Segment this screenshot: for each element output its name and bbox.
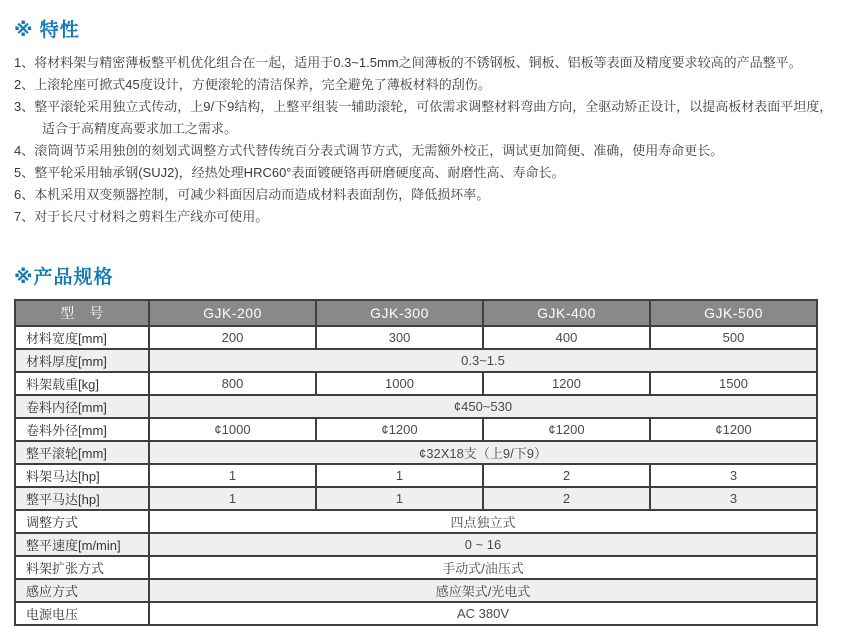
row-value: 1 <box>149 487 316 510</box>
row-value: ¢1200 <box>650 418 817 441</box>
table-row <box>15 579 817 602</box>
row-value: 400 <box>483 326 650 349</box>
row-label: 整平马达[hp] <box>15 487 149 510</box>
table-row <box>15 556 817 579</box>
feature-item: 2、上滚轮座可掀式45度设计，方便滚轮的清洁保养，完全避免了薄板材料的刮伤。 <box>14 77 491 92</box>
row-label: 整平速度[m/min] <box>15 533 149 556</box>
table-row <box>15 510 817 533</box>
row-label: 卷料内径[mm] <box>15 395 149 418</box>
row-span-value: 0.3~1.5 <box>149 349 817 372</box>
row-value: 1 <box>316 464 483 487</box>
table-row <box>15 441 817 464</box>
feature-item: 3、整平滚轮采用独立式传动，上9/下9结构，上整平组装一辅助滚轮，可依需求调整材料弯曲方向，全驱动矫正设计，以提高板材表面平坦度，适合于高精度高要求加工之需求。 <box>14 99 833 136</box>
row-value: 1 <box>316 487 483 510</box>
row-span-value: 感应架式/光电式 <box>149 579 817 602</box>
row-label: 调整方式 <box>15 510 149 533</box>
feature-item: 5、整平轮采用轴承钢(SUJ2)，经热处理HRC60°表面镀硬铬再研磨硬度高、耐磨性高、寿命长。 <box>14 165 565 180</box>
spec-table-header-model: GJK-200 <box>149 300 316 326</box>
row-value: ¢1200 <box>316 418 483 441</box>
row-value: ¢1000 <box>149 418 316 441</box>
table-row <box>15 464 817 487</box>
table-row <box>15 372 817 395</box>
row-value: 3 <box>650 464 817 487</box>
row-span-value: 四点独立式 <box>149 510 817 533</box>
row-label: 卷料外径[mm] <box>15 418 149 441</box>
feature-item: 7、对于长尺寸材料之剪料生产线亦可使用。 <box>14 209 269 224</box>
row-value: 2 <box>483 487 650 510</box>
features-list <box>14 52 844 228</box>
row-label: 料架马达[hp] <box>15 464 149 487</box>
spec-table-body <box>15 326 817 625</box>
row-value: 2 <box>483 464 650 487</box>
row-value: 1200 <box>483 372 650 395</box>
table-row <box>15 326 817 349</box>
table-row <box>15 349 817 372</box>
row-span-value: 0 ~ 16 <box>149 533 817 556</box>
table-row <box>15 487 817 510</box>
row-span-value: 手动式/油压式 <box>149 556 817 579</box>
row-value: 500 <box>650 326 817 349</box>
spec-table-header-model: GJK-400 <box>483 300 650 326</box>
features-section-title: ※ 特性 <box>14 20 80 41</box>
row-value: 1500 <box>650 372 817 395</box>
spec-table-header-label: 型 号 <box>15 300 149 326</box>
row-value: 800 <box>149 372 316 395</box>
table-row <box>15 533 817 556</box>
spec-table-header-model: GJK-300 <box>316 300 483 326</box>
feature-item: 4、滚筒调节采用独创的刻划式调整方式代替传统百分表式调节方式，无需额外校正，调试更加简便、准确，使用寿命更长。 <box>14 143 724 158</box>
row-span-value: ¢450~530 <box>149 395 817 418</box>
row-value: 3 <box>650 487 817 510</box>
feature-item: 1、将材料架与精密薄板整平机优化组合在一起，适用于0.3~1.5mm之间薄板的不锈钢板、铜板、铝板等表面及精度要求较高的产品整平。 <box>14 55 802 70</box>
row-label: 感应方式 <box>15 579 149 602</box>
table-row <box>15 602 817 625</box>
row-label: 材料厚度[mm] <box>15 349 149 372</box>
row-label: 整平滚轮[mm] <box>15 441 149 464</box>
row-span-value: ¢32X18支（上9/下9） <box>149 441 817 464</box>
specs-section-title: ※产品规格 <box>14 267 114 288</box>
row-label: 料架扩张方式 <box>15 556 149 579</box>
row-value: ¢1200 <box>483 418 650 441</box>
feature-item: 6、本机采用双变频器控制，可减少料面因启动而造成材料表面刮伤，降低损坏率。 <box>14 187 490 202</box>
table-row <box>15 418 817 441</box>
row-value: 300 <box>316 326 483 349</box>
table-row <box>15 395 817 418</box>
row-label: 材料宽度[mm] <box>15 326 149 349</box>
spec-table-header-model: GJK-500 <box>650 300 817 326</box>
row-label: 电源电压 <box>15 602 149 625</box>
row-value: 200 <box>149 326 316 349</box>
spec-table <box>14 299 818 626</box>
row-value: 1000 <box>316 372 483 395</box>
row-span-value: AC 380V <box>149 602 817 625</box>
spec-table-header-row <box>15 300 817 326</box>
row-value: 1 <box>149 464 316 487</box>
row-label: 料架载重[kg] <box>15 372 149 395</box>
